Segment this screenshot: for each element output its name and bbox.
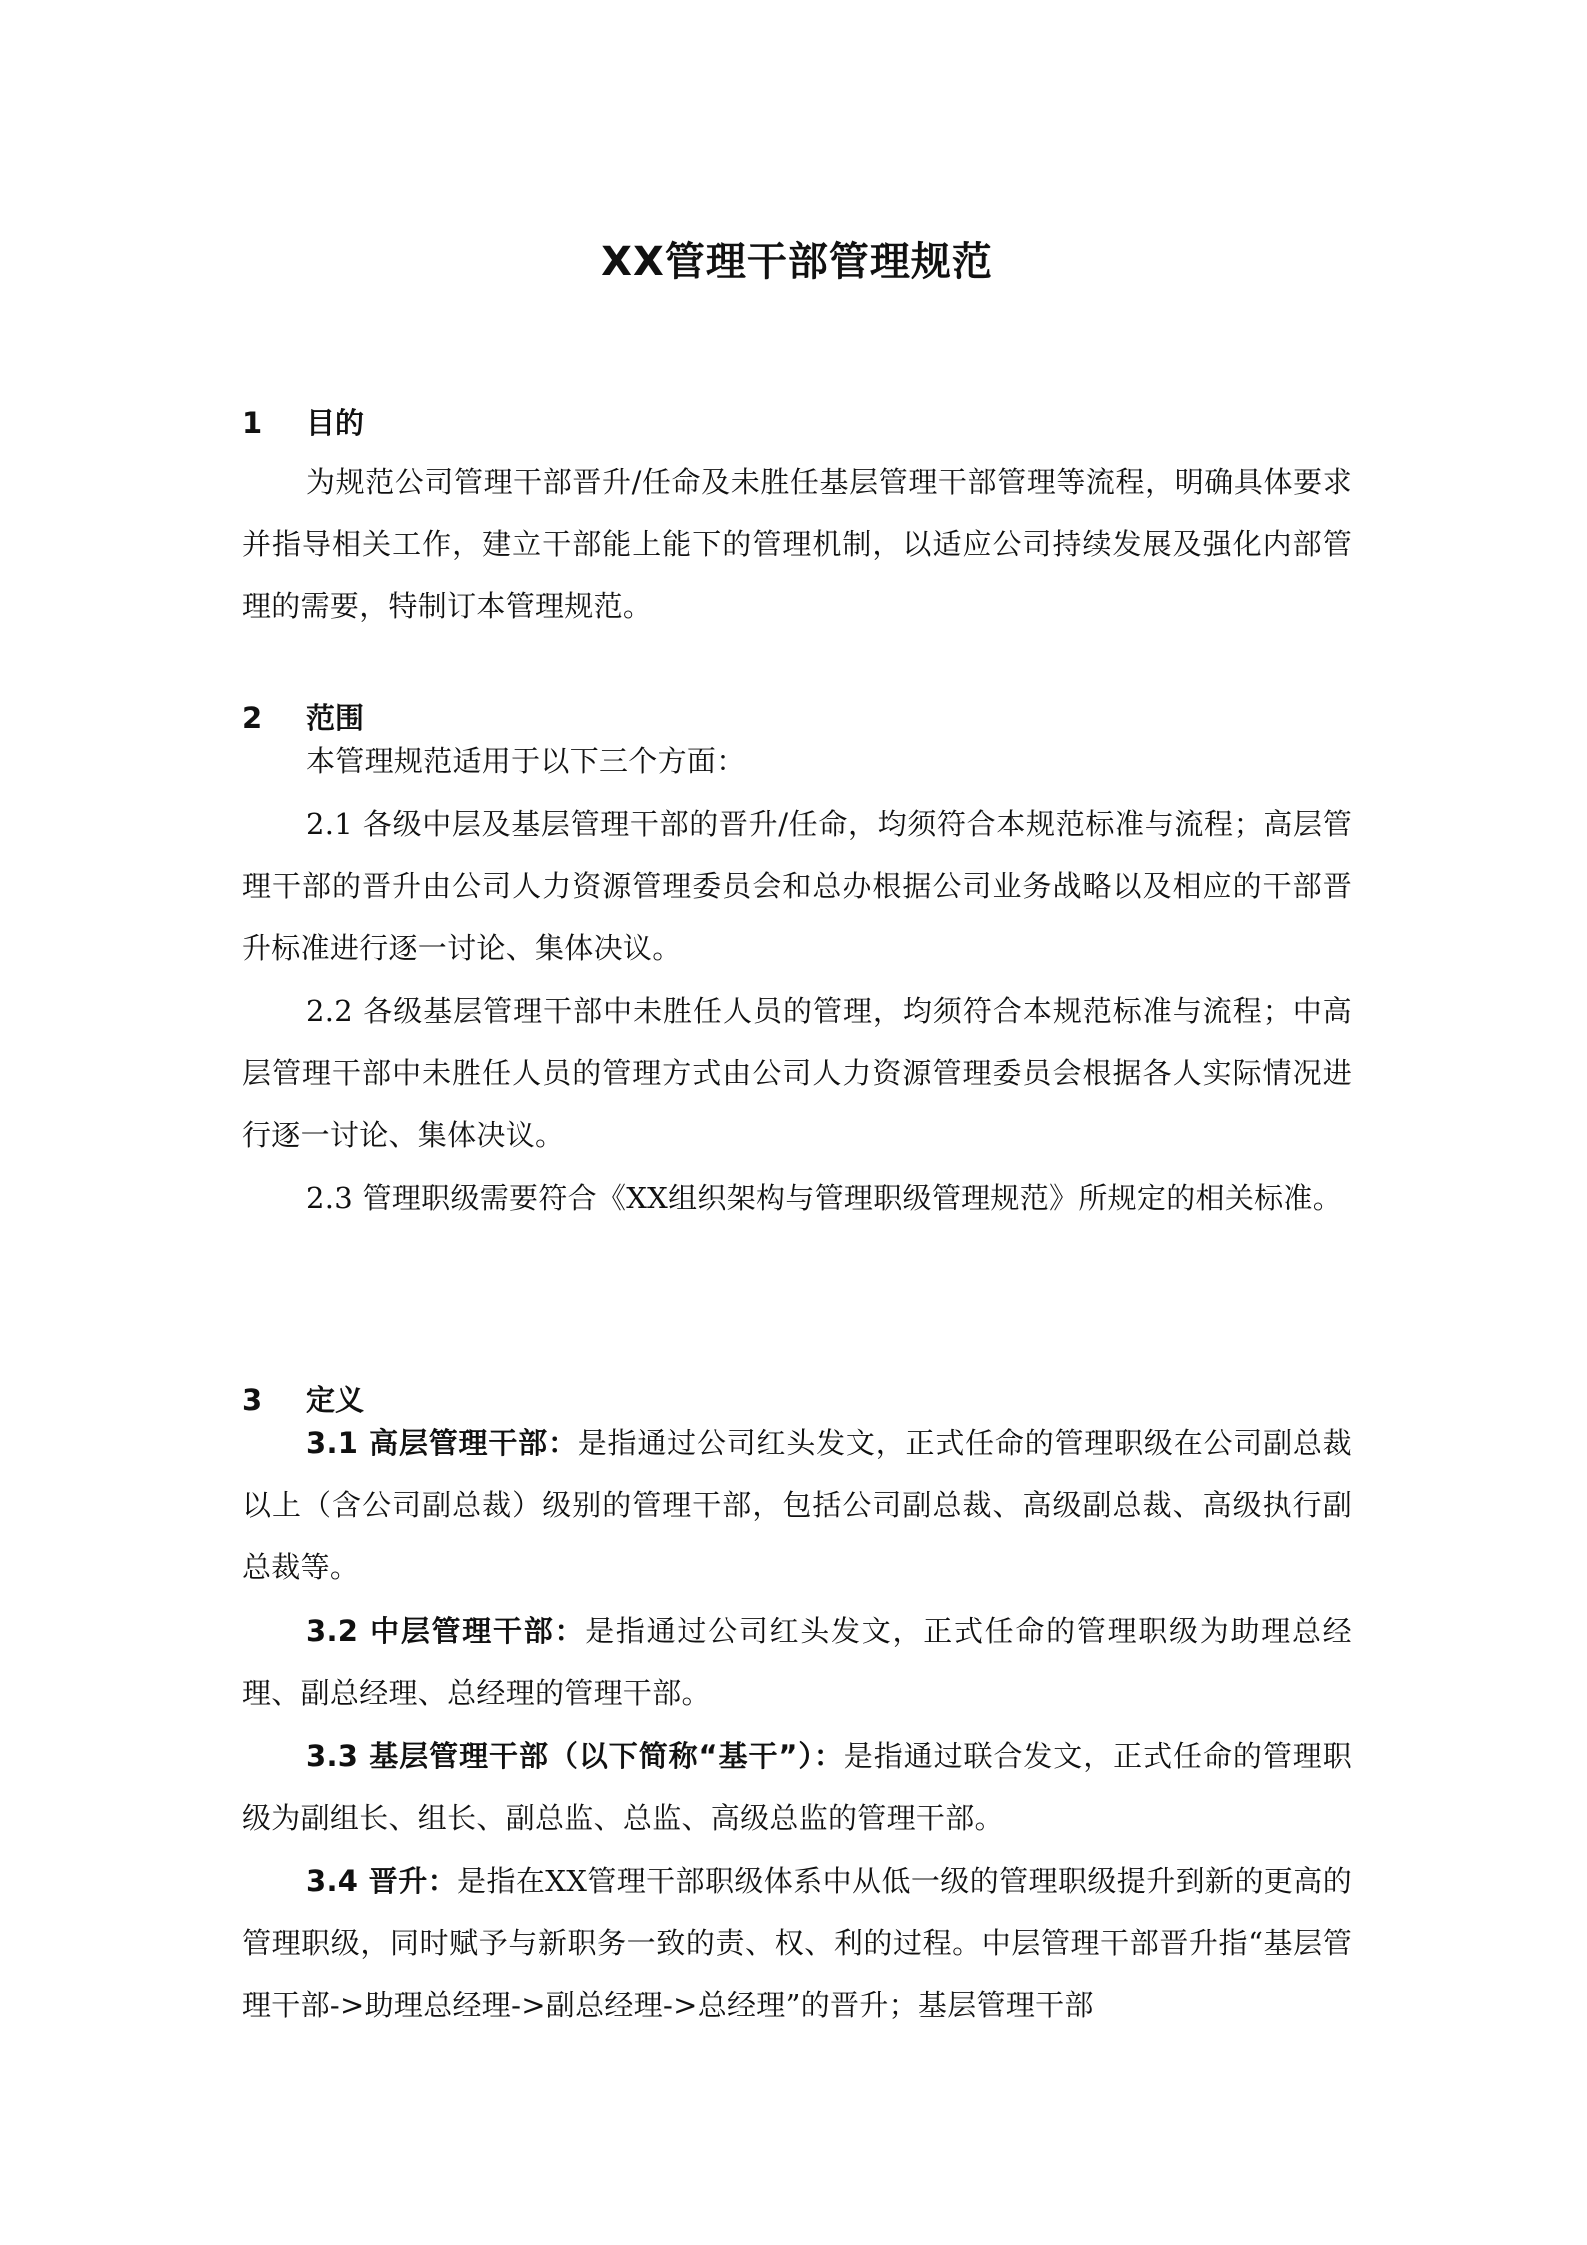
section-2-paragraph-3: 2.3 管理职级需要符合《XX组织架构与管理职级管理规范》所规定的相关标准。 — [306, 1181, 1343, 1215]
definition-text: 是指通过联合发文，正式任命的管理职级为副组长、组长、副总监、总监、高级总监的管理干部。 — [242, 1739, 1352, 1835]
definition-3-1 — [242, 1412, 1352, 1598]
definition-term: 3.3 基层管理干部（以下简称“基干”）： — [306, 1739, 844, 1773]
section-number: 3 — [242, 1383, 263, 1417]
definition-text: 是指通过公司红头发文，正式任命的管理职级为助理总经理、副总经理、总经理的管理干部。 — [242, 1614, 1352, 1710]
section-title: 范围 — [306, 701, 365, 735]
definition-3-2 — [242, 1600, 1352, 1724]
section-title: 目的 — [306, 406, 365, 440]
definition-term: 3.2 中层管理干部： — [306, 1614, 586, 1648]
definition-3-3 — [242, 1725, 1352, 1849]
definition-text: 是指通过公司红头发文，正式任命的管理职级在公司副总裁以上（含公司副总裁）级别的管理干部，包括公司副总裁、高级副总裁、高级执行副总裁等。 — [242, 1426, 1352, 1584]
document-page — [242, 0, 1352, 2245]
definition-term: 3.4 晋升： — [306, 1864, 458, 1898]
section-title: 定义 — [306, 1383, 365, 1417]
definition-3-4 — [242, 1850, 1352, 2036]
section-2-intro: 本管理规范适用于以下三个方面： — [306, 744, 746, 778]
document-title: XX管理干部管理规范 — [601, 239, 993, 285]
section-2-paragraph-1: 2.1 各级中层及基层管理干部的晋升/任命，均须符合本规范标准与流程；高层管理干部的晋升由公司人力资源管理委员会和总办根据公司业务战略以及相应的干部晋升标准进行逐一讨论、集体决议。 — [242, 807, 1352, 965]
section-1-heading — [242, 403, 364, 443]
section-number: 2 — [242, 701, 263, 735]
section-1-paragraph: 为规范公司管理干部晋升/任命及未胜任基层管理干部管理等流程，明确具体要求并指导相关工作，建立干部能上能下的管理机制，以适应公司持续发展及强化内部管理的需要，特制订本管理规范。 — [242, 465, 1352, 623]
section-2-paragraph-2: 2.2 各级基层管理干部中未胜任人员的管理，均须符合本规范标准与流程；中高层管理干部中未胜任人员的管理方式由公司人力资源管理委员会根据各人实际情况进行逐一讨论、集体决议。 — [242, 994, 1352, 1152]
section-number: 1 — [242, 406, 263, 440]
definition-term: 3.1 高层管理干部： — [306, 1426, 578, 1460]
definition-text: 是指在XX管理干部职级体系中从低一级的管理职级提升到新的更高的管理职级，同时赋予与新职务一致的责、权、利的过程。中层管理干部晋升指“基层管理干部->助理总经理->副总经理->总经理”的晋升；基层管理干部 — [242, 1864, 1353, 2022]
